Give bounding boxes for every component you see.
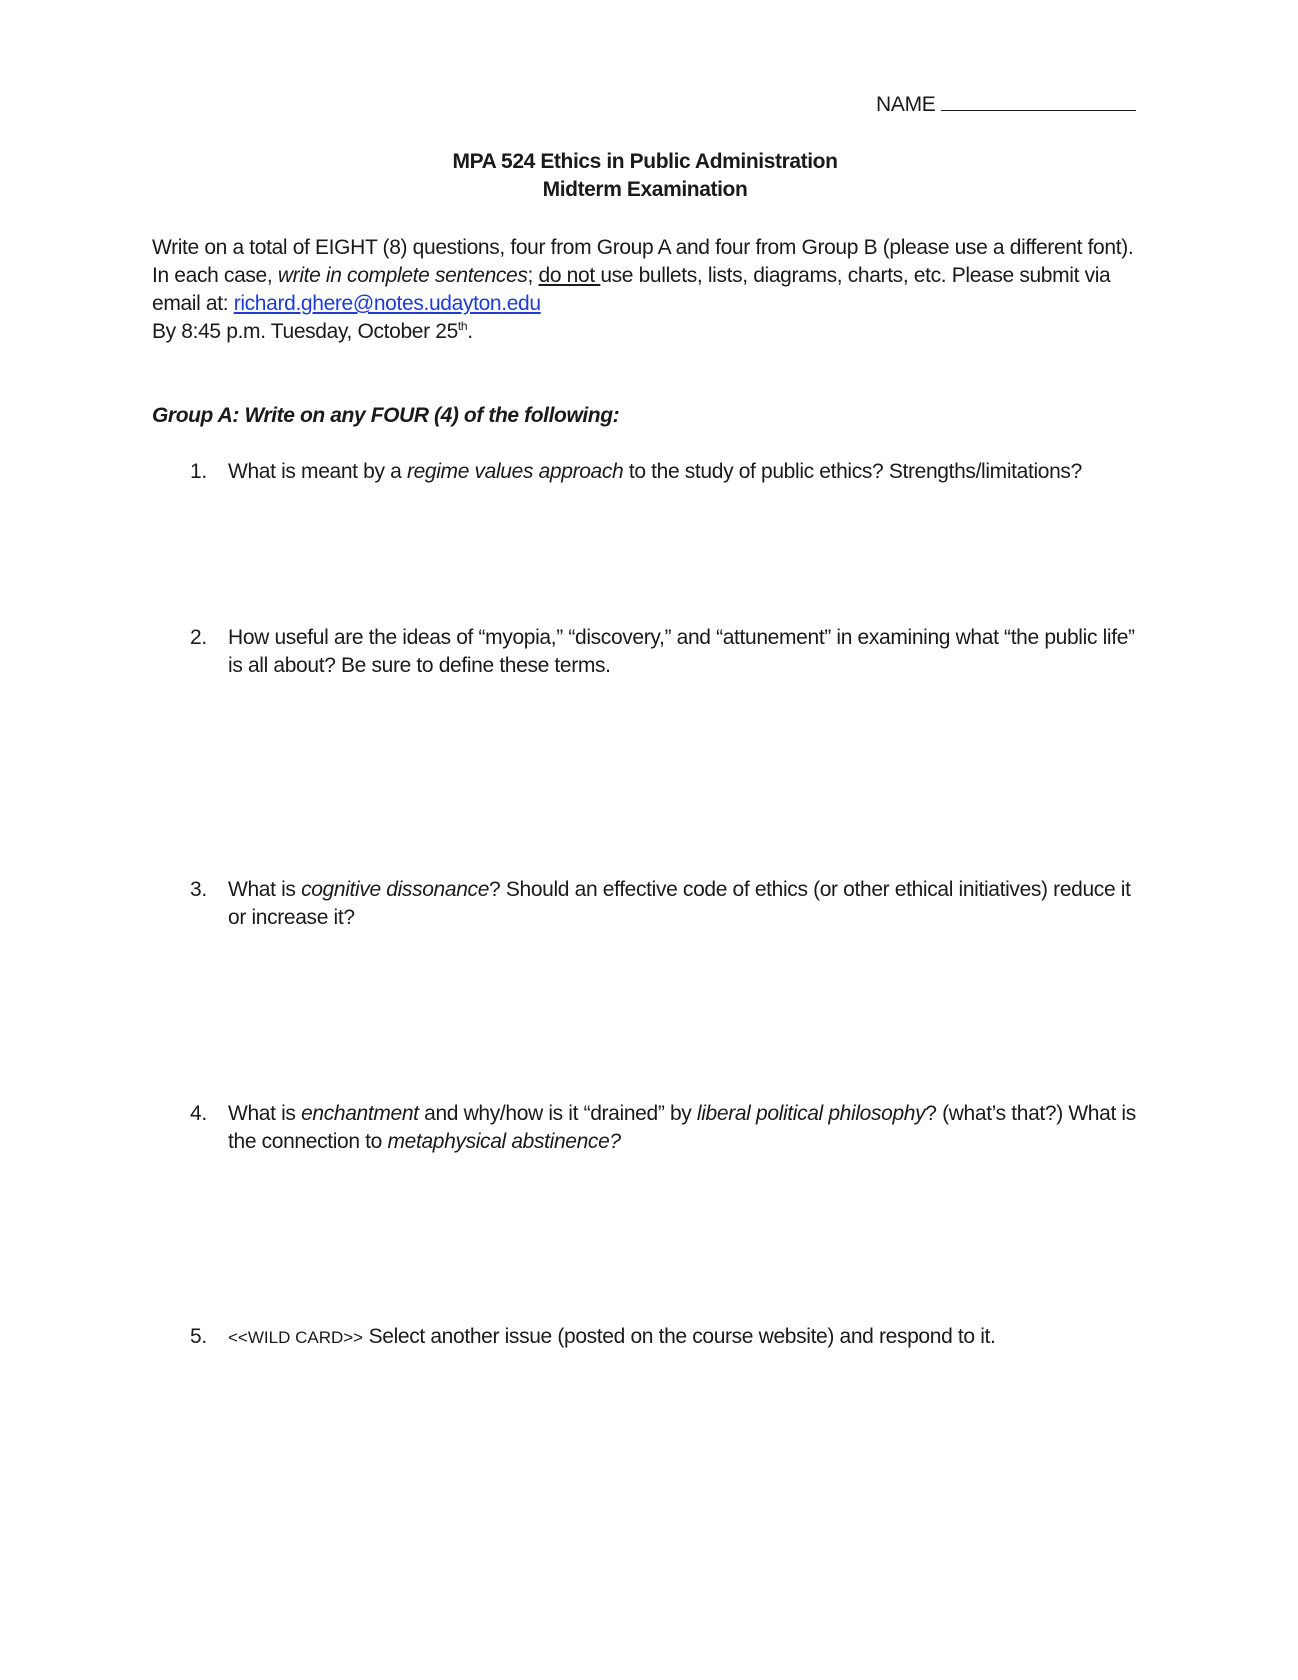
- question-text: How useful are the ideas of “myopia,” “discovery,” and “attunement” in examining what “the public life” is all about? Be sure to define these terms.: [228, 626, 1135, 677]
- name-blank-line[interactable]: [941, 92, 1136, 111]
- question-number: 1.: [190, 460, 207, 483]
- instructions-text-3: use bullets, lists, diagrams, charts, etc. Please submit via email at:: [152, 264, 1111, 315]
- exam-subtitle: Midterm Examination: [542, 178, 748, 201]
- name-label: NAME: [876, 93, 936, 116]
- question-text: <<WILD CARD>> Select another issue (posted on the course website) and respond to it.: [228, 1325, 996, 1348]
- question-number: 5.: [190, 1325, 207, 1348]
- email-link[interactable]: richard.ghere@notes.udayton.edu: [233, 292, 541, 315]
- deadline-period: .: [467, 320, 473, 343]
- instructions-underlined: do not: [538, 264, 601, 287]
- instructions-italic: write in complete sentences: [277, 264, 528, 287]
- wild-card-label: <<WILD CARD>>: [228, 1328, 364, 1347]
- deadline-text: By 8:45 p.m. Tuesday, October 25: [152, 320, 458, 343]
- question-text: What is enchantment and why/how is it “drained” by liberal political philosophy? (what’s that?) What is the connection to metaphysical abstinence?: [228, 1102, 1136, 1153]
- question-number: 4.: [190, 1102, 207, 1125]
- question-text: What is cognitive dissonance? Should an effective code of ethics (or other ethical initiatives) reduce it or increase it?: [228, 878, 1131, 929]
- name-field[interactable]: [876, 92, 1136, 117]
- question-text: What is meant by a regime values approach to the study of public ethics? Strengths/limitations?: [228, 460, 1082, 483]
- question-number: 3.: [190, 878, 207, 901]
- course-title: MPA 524 Ethics in Public Administration: [452, 150, 838, 173]
- question-4: [190, 1100, 1140, 1156]
- deadline-superscript: th: [457, 319, 468, 333]
- group-a-heading: Group A: Write on any FOUR (4) of the following:: [152, 404, 620, 427]
- question-5: [190, 1323, 1140, 1352]
- instructions-text-1: Write on a total of EIGHT (8) questions, four from Group A and four from Group B (please use a different font). In each case,: [152, 236, 1134, 287]
- instructions-paragraph: [152, 234, 1142, 346]
- question-3: [190, 876, 1140, 932]
- instructions-text-2: ;: [527, 264, 539, 287]
- question-2: [190, 624, 1140, 680]
- question-number: 2.: [190, 626, 207, 649]
- exam-title: [0, 148, 1298, 204]
- question-1: [190, 458, 1140, 486]
